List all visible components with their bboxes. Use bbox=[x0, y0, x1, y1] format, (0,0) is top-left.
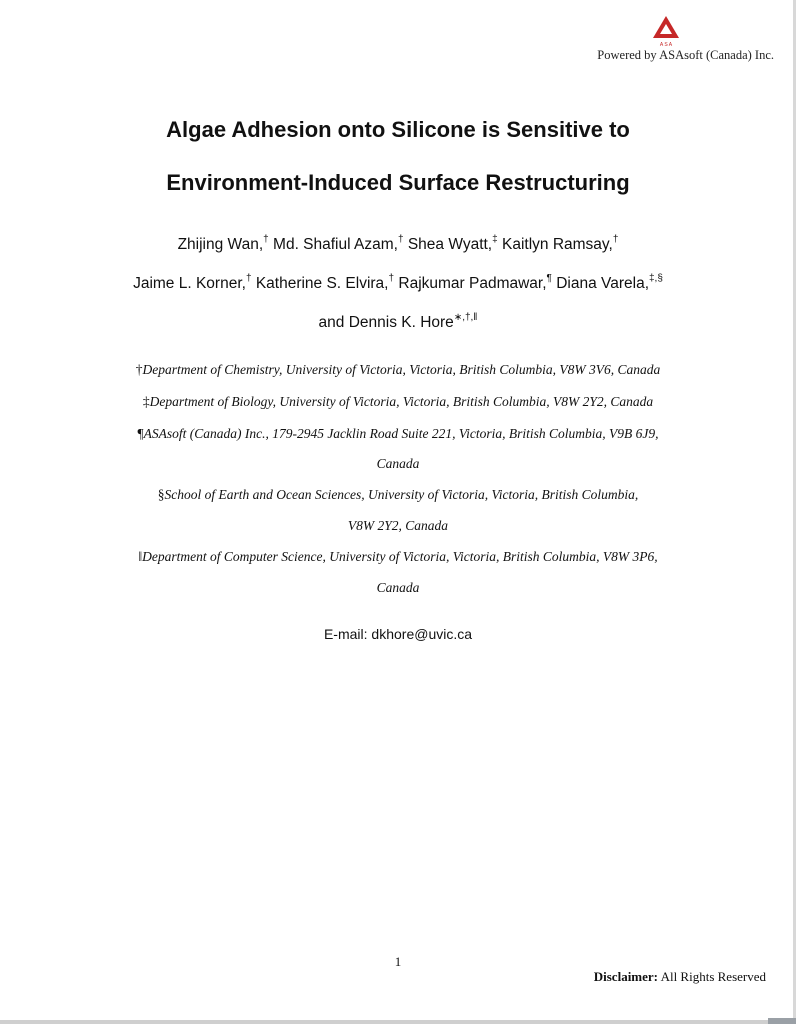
disclaimer-label: Disclaimer: bbox=[593, 969, 659, 984]
affiliation-earth-ocean-cont: V8W 2Y2, Canada bbox=[347, 518, 449, 533]
asa-logo bbox=[650, 14, 682, 48]
contact-email bbox=[0, 626, 796, 642]
author-name: Rajkumar Padmawar, bbox=[398, 275, 547, 292]
affiliation-mark: ¶ bbox=[137, 426, 144, 441]
author-name: Katherine S. Elvira, bbox=[255, 275, 389, 292]
author-affiliation-mark: † bbox=[397, 234, 404, 245]
author-affiliation-mark: † bbox=[388, 273, 395, 284]
author-affiliation-mark: ∗,†,‖ bbox=[453, 312, 478, 323]
affiliation-text: Department of Biology, University of Victoria, Victoria, British Columbia, V8W 2Y2, Canada bbox=[149, 394, 654, 409]
author-affiliation-mark: † bbox=[263, 234, 269, 245]
author-name: Zhijing Wan, bbox=[177, 236, 264, 253]
affiliation-text: Department of Computer Science, University of Victoria, Victoria, British Columbia, V8W 3P6, bbox=[142, 549, 658, 564]
affiliation-mark: ‖ bbox=[138, 549, 143, 564]
author-name: Jaime L. Korner, bbox=[133, 275, 246, 292]
author-line-1 bbox=[0, 236, 796, 254]
author-affiliation-mark: ‡ bbox=[492, 234, 498, 245]
author-affiliation-mark: ‡,§ bbox=[649, 273, 663, 284]
affiliation-computer-science-cont: Canada bbox=[376, 580, 420, 595]
powered-by: Powered by ASAsoft (Canada) Inc. bbox=[597, 48, 774, 62]
author-name: Shea Wyatt, bbox=[407, 236, 493, 253]
affiliation-asasoft-cont: Canada bbox=[376, 456, 420, 471]
paper-title-line-1: Algae Adhesion onto Silicone is Sensitive to bbox=[166, 117, 630, 142]
email-address[interactable]: dkhore@uvic.ca bbox=[371, 626, 473, 642]
affiliation-text: School of Earth and Ocean Sciences, University of Victoria, Victoria, British Columbia, bbox=[164, 487, 639, 502]
affiliation-text: ASAsoft (Canada) Inc., 179-2945 Jacklin Road Suite 221, Victoria, British Columbia, V9B 6J9, bbox=[143, 426, 659, 441]
author-affiliation-mark: ¶ bbox=[546, 273, 552, 284]
affiliation-text: Department of Chemistry, University of Victoria, Victoria, British Columbia, V8W 3V6, Canada bbox=[142, 362, 661, 377]
paper-title-line-2: Environment-Induced Surface Restructuring bbox=[166, 170, 630, 195]
affiliation-mark: † bbox=[135, 362, 143, 377]
author-name: Kaitlyn Ramsay, bbox=[502, 236, 613, 253]
author-name: and Dennis K. Hore bbox=[318, 314, 454, 331]
affiliation-asasoft bbox=[0, 426, 796, 442]
author-affiliation-mark: † bbox=[612, 234, 619, 245]
affiliation-computer-science bbox=[0, 549, 796, 565]
disclaimer bbox=[594, 969, 766, 985]
author-name: Diana Varela, bbox=[556, 275, 649, 292]
affiliation-earth-ocean bbox=[0, 487, 796, 503]
disclaimer-text: All Rights Reserved bbox=[660, 969, 766, 984]
window-corner bbox=[768, 1018, 796, 1024]
author-line-2 bbox=[0, 275, 796, 293]
page-number: 1 bbox=[394, 954, 402, 969]
author-line-3 bbox=[0, 314, 796, 332]
author-name: Md. Shafiul Azam, bbox=[273, 236, 398, 253]
affiliation-biology bbox=[0, 394, 796, 410]
affiliation-chemistry bbox=[0, 362, 796, 378]
logo-text: A S A bbox=[659, 42, 673, 48]
affiliation-mark: ‡ bbox=[142, 394, 150, 409]
affiliation-mark: § bbox=[157, 487, 165, 502]
author-affiliation-mark: † bbox=[245, 273, 252, 284]
email-label: E-mail: bbox=[323, 626, 368, 642]
